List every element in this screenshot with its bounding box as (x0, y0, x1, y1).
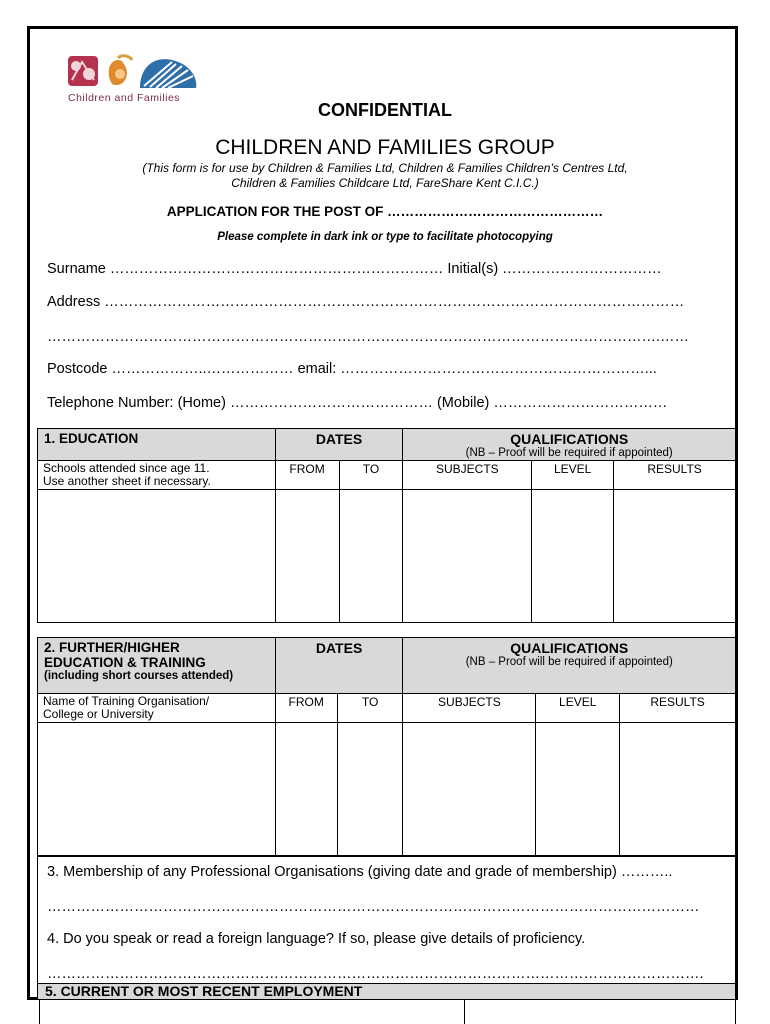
education-title: 1. EDUCATION (38, 429, 276, 461)
further-from-header: FROM (275, 694, 337, 723)
logo-icon (60, 50, 220, 92)
confidential-heading: CONFIDENTIAL (318, 100, 452, 120)
subtitle-line-2: Children & Families Childcare Ltd, FareShare Kent C.I.C.) (231, 176, 539, 190)
table-border-left (39, 1000, 40, 1024)
education-subjects-input[interactable] (403, 490, 532, 623)
organisation-line-2: College or University (43, 707, 154, 721)
form-usage-note (30, 161, 740, 191)
surname-initials-field[interactable]: Surname …………………………………………………………… Initial(s) …………………………… (47, 261, 662, 277)
further-qualifications-header (403, 638, 736, 694)
further-dates-header: DATES (275, 638, 403, 694)
further-subjects-input[interactable] (403, 723, 536, 856)
proof-note: (NB – Proof will be required if appointed) (465, 447, 673, 459)
logo-text: Children and Families (68, 92, 181, 104)
results-header: RESULTS (614, 461, 736, 490)
subjects-header: SUBJECTS (403, 461, 532, 490)
table-border-middle (464, 1000, 465, 1024)
education-table (37, 428, 736, 623)
group-title: CHILDREN AND FAMILIES GROUP (215, 136, 555, 159)
education-results-input[interactable] (614, 490, 736, 623)
address-field-line-2[interactable]: ……………………………………………………………………………………………………………….…… (47, 329, 690, 345)
further-title-line-2: EDUCATION & TRAINING (44, 655, 206, 670)
post-applied-field[interactable]: APPLICATION FOR THE POST OF ………………………………………… (166, 204, 604, 219)
further-proof-note: (NB – Proof will be required if appointed) (465, 656, 673, 668)
further-education-title (38, 638, 276, 694)
foreign-language-question: 4. Do you speak or read a foreign language? If so, please give details of proficiency. (47, 931, 586, 947)
further-level-header: LEVEL (536, 694, 620, 723)
schools-line-2: Use another sheet if necessary. (43, 474, 211, 488)
education-school-input[interactable] (38, 490, 276, 623)
instruction-text: Please complete in dark ink or type to facilitate photocopying (217, 231, 553, 243)
further-from-input[interactable] (275, 723, 337, 856)
foreign-language-answer-line[interactable]: ………………………………………………………………………………………………………………………. (47, 966, 704, 982)
schools-line-1: Schools attended since age 11. (43, 461, 210, 475)
membership-answer-line[interactable]: ……………………………………………………………………………………………………………………… (47, 899, 700, 915)
further-results-input[interactable] (620, 723, 736, 856)
qualifications-label: QUALIFICATIONS (510, 431, 629, 447)
training-organisation-label (38, 694, 276, 723)
further-results-header: RESULTS (620, 694, 736, 723)
further-title-line-1: 2. FURTHER/HIGHER (44, 640, 180, 655)
education-to-input[interactable] (339, 490, 403, 623)
postcode-email-field[interactable]: Postcode ………………..……………… email: ………………………………………………………... (47, 361, 657, 377)
education-level-input[interactable] (532, 490, 614, 623)
telephone-field[interactable]: Telephone Number: (Home) …………………………………… (Mobile) ……………………………… (47, 395, 668, 411)
education-from-input[interactable] (275, 490, 339, 623)
education-dates-header: DATES (275, 429, 403, 461)
schools-attended-label (38, 461, 276, 490)
further-organisation-input[interactable] (38, 723, 276, 856)
further-education-table (37, 637, 736, 856)
address-field[interactable]: Address ………………………………………………………………………………………………………… (47, 294, 685, 310)
membership-question: 3. Membership of any Professional Organisations (giving date and grade of membership) ……….. (47, 864, 673, 880)
further-subjects-header: SUBJECTS (403, 694, 536, 723)
to-header: TO (339, 461, 403, 490)
level-header: LEVEL (532, 461, 614, 490)
further-to-header: TO (337, 694, 403, 723)
further-level-input[interactable] (536, 723, 620, 856)
further-title-line-3: (including short courses attended) (44, 670, 234, 682)
subtitle-line-1: (This form is for use by Children & Families Ltd, Children & Families Children’s Centres Ltd, (142, 161, 628, 175)
current-employment-heading: 5. CURRENT OR MOST RECENT EMPLOYMENT (37, 983, 736, 1000)
further-qualifications-label: QUALIFICATIONS (510, 640, 629, 656)
table-border-right (735, 1000, 736, 1024)
organisation-line-1: Name of Training Organisation/ (43, 694, 210, 708)
education-qualifications-header (403, 429, 736, 461)
further-to-input[interactable] (337, 723, 403, 856)
from-header: FROM (275, 461, 339, 490)
